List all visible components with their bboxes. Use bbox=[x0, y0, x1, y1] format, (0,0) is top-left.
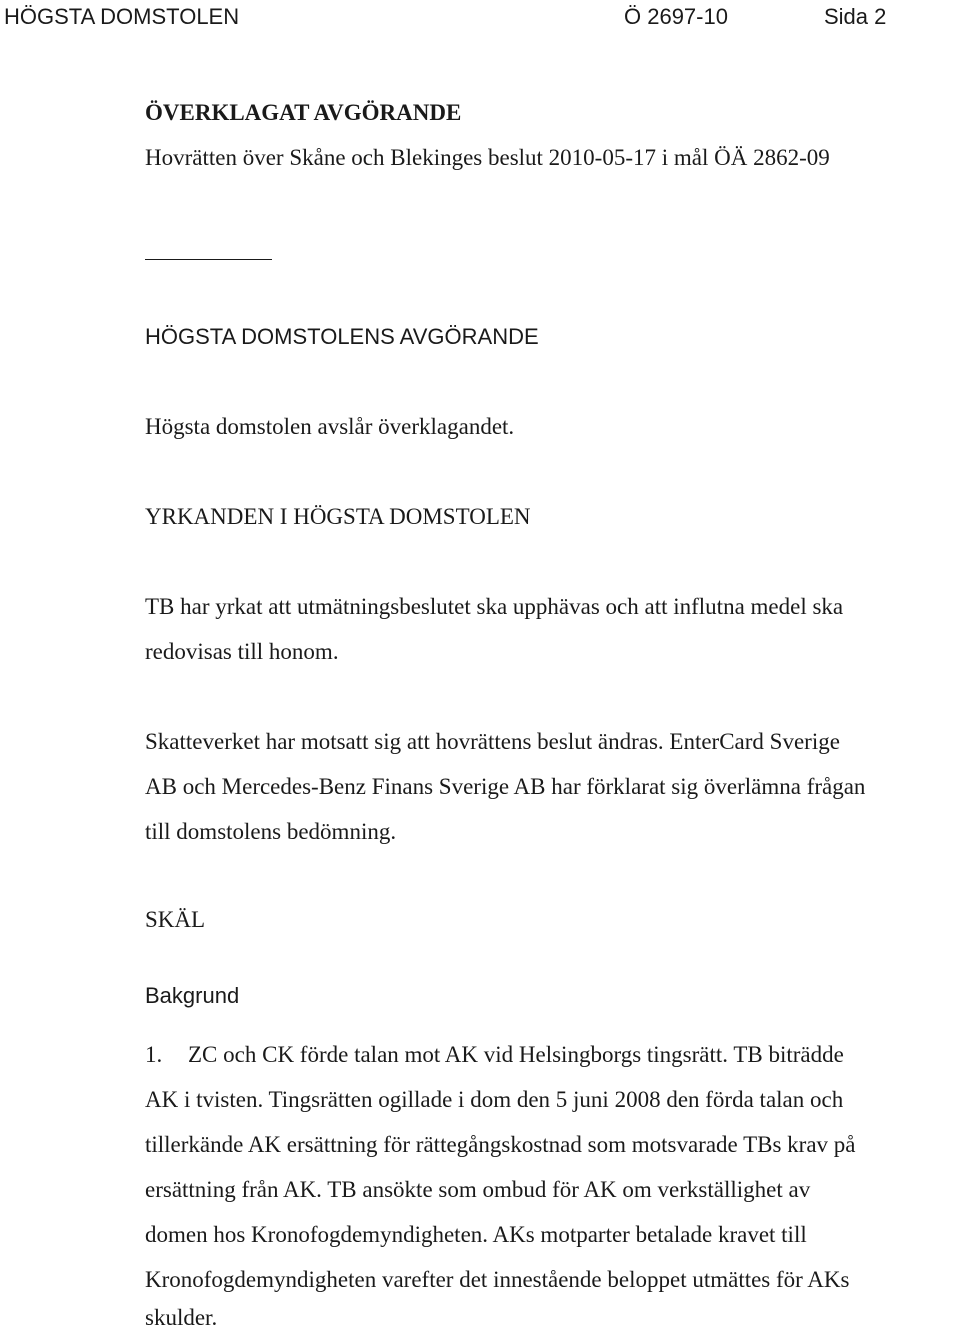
reasons-subheading: Bakgrund bbox=[145, 983, 240, 1008]
list-item-line: domen hos Kronofogdemyndigheten. AKs motparter betalade kravet till bbox=[145, 1222, 807, 1247]
claims-paragraph2-line: till domstolens bedömning. bbox=[145, 819, 397, 844]
appealed-decision-text: Hovrätten över Skåne och Blekinges beslut 2010-05-17 i mål ÖÄ 2862-09 bbox=[145, 145, 830, 170]
header-case-number: Ö 2697-10 bbox=[624, 4, 728, 29]
claims-paragraph1-line: TB har yrkat att utmätningsbeslutet ska upphävas och att influtna medel ska bbox=[145, 594, 844, 619]
list-item-line: Kronofogdemyndigheten varefter det innestående beloppet utmättes för AKs bbox=[145, 1267, 850, 1292]
claims-paragraph2-line: Skatteverket har motsatt sig att hovrättens beslut ändras. EnterCard Sverige bbox=[145, 729, 840, 754]
header-page-number: Sida 2 bbox=[824, 4, 887, 29]
page-header bbox=[0, 2, 960, 32]
header-court: HÖGSTA DOMSTOLEN bbox=[4, 4, 240, 29]
ruling-text: Högsta domstolen avslår överklagandet. bbox=[145, 414, 515, 439]
claims-paragraph1-line: redovisas till honom. bbox=[145, 639, 339, 664]
separator-rule bbox=[145, 259, 272, 260]
list-item-first-line: ZC och CK förde talan mot AK vid Helsingborgs tingsrätt. TB biträdde bbox=[188, 1042, 844, 1067]
list-item-line: ersättning från AK. TB ansökte som ombud för AK om verkställighet av bbox=[145, 1177, 811, 1202]
list-item-number: 1. bbox=[145, 1042, 163, 1067]
list-item-line: tillerkände AK ersättning för rättegångskostnad som motsvarade TBs krav på bbox=[145, 1132, 856, 1157]
list-item-line: skulder. bbox=[145, 1305, 218, 1330]
reasons-heading: SKÄL bbox=[145, 907, 206, 932]
ruling-heading: HÖGSTA DOMSTOLENS AVGÖRANDE bbox=[145, 324, 539, 349]
appealed-decision-heading: ÖVERKLAGAT AVGÖRANDE bbox=[145, 100, 462, 125]
list-item-line: AK i tvisten. Tingsrätten ogillade i dom den 5 juni 2008 den förda talan och bbox=[145, 1087, 844, 1112]
claims-paragraph2-line: AB och Mercedes-Benz Finans Sverige AB har förklarat sig överlämna frågan bbox=[145, 774, 866, 799]
claims-heading: YRKANDEN I HÖGSTA DOMSTOLEN bbox=[145, 504, 531, 529]
